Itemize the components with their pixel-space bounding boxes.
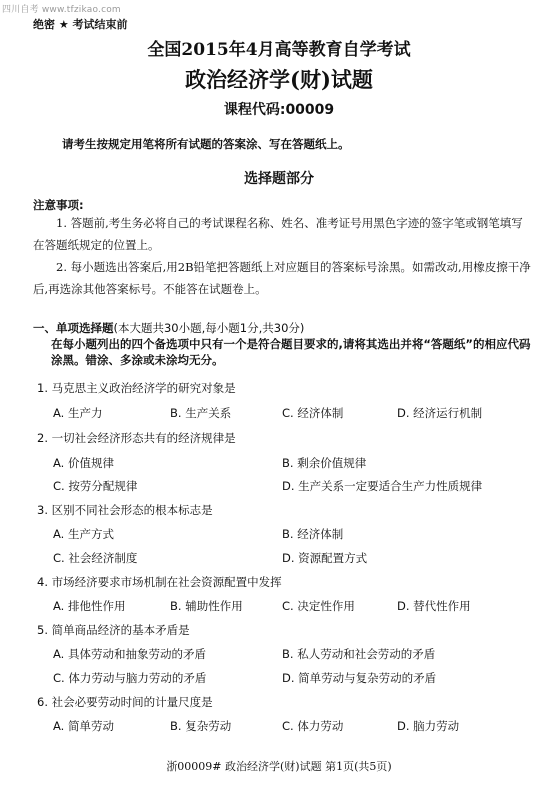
question-stem: 6. 社会必要劳动时间的计量尺度是 [37, 695, 213, 709]
question-option: D. 替代性作用 [397, 599, 471, 613]
watermark: 四川自考 www.tfzikao.com [2, 5, 121, 15]
question-option: B. 私人劳动和社会劳动的矛盾 [282, 647, 436, 661]
answer-instruction: 请考生按规定用笔将所有试题的答案涂、写在答题纸上。 [62, 137, 350, 151]
question-option: A. 生产方式 [53, 527, 114, 541]
question-option: B. 生产关系 [170, 406, 232, 420]
question-option: D. 脑力劳动 [397, 719, 460, 733]
question-stem: 3. 区别不同社会形态的根本标志是 [37, 503, 213, 517]
question-option: C. 体力劳动与脑力劳动的矛盾 [53, 671, 207, 685]
question-stem: 4. 市场经济要求市场机制在社会资源配置中发挥 [37, 575, 282, 589]
question-stem: 2. 一切社会经济形态共有的经济规律是 [37, 431, 236, 445]
question-option: C. 经济体制 [282, 406, 344, 420]
question-option: A. 价值规律 [53, 456, 114, 470]
question-option: C. 体力劳动 [282, 719, 344, 733]
question-option: B. 经济体制 [282, 527, 344, 541]
question-option: C. 决定性作用 [282, 599, 355, 613]
notes-heading: 注意事项: [33, 198, 84, 212]
question-stem: 1. 马克思主义政治经济学的研究对象是 [37, 381, 236, 395]
note-item: 1. 答题前,考生务必将自己的考试课程名称、姓名、准考证号用黑色字迹的签字笔或钢笔填写在答题纸规定的位置上。 [33, 216, 523, 252]
question-stem: 5. 简单商品经济的基本矛盾是 [37, 623, 190, 637]
question-option: B. 复杂劳动 [170, 719, 232, 733]
part-description: 在每小题列出的四个备选项中只有一个是符合题目要求的,请将其选出并将“答题纸”的相应代码涂黑。错涂、多涂或未涂均无分。 [51, 337, 531, 367]
exam-title: 全国2015年4月高等教育自学考试 [147, 40, 411, 60]
page-footer: 浙00009# 政治经济学(财)试题 第1页(共5页) [166, 760, 392, 773]
course-code: 课程代码:00009 [223, 102, 335, 118]
question-option: C. 按劳分配规律 [53, 479, 138, 493]
question-option: D. 经济运行机制 [397, 406, 483, 420]
question-option: D. 简单劳动与复杂劳动的矛盾 [282, 671, 437, 685]
subject-title: 政治经济学(财)试题 [185, 67, 373, 92]
question-option: A. 排他性作用 [53, 599, 126, 613]
section-title: 选择题部分 [244, 171, 314, 187]
question-option: A. 具体劳动和抽象劳动的矛盾 [53, 647, 206, 661]
question-option: B. 辅助性作用 [170, 599, 243, 613]
question-option: B. 剩余价值规律 [282, 456, 367, 470]
question-option: C. 社会经济制度 [53, 551, 138, 565]
question-option: D. 生产关系一定要适合生产力性质规律 [282, 479, 483, 493]
secret-mark: 绝密 ★ 考试结束前 [33, 18, 128, 31]
question-option: D. 资源配置方式 [282, 551, 368, 565]
question-option: A. 生产力 [53, 406, 103, 420]
part-heading: 一、单项选择题(本大题共30小题,每小题1分,共30分) [33, 321, 305, 335]
question-option: A. 简单劳动 [53, 719, 114, 733]
note-item: 2. 每小题选出答案后,用2B铅笔把答题纸上对应题目的答案标号涂黑。如需改动,用橡皮擦干净后,再选涂其他答案标号。不能答在试题卷上。 [33, 260, 531, 296]
